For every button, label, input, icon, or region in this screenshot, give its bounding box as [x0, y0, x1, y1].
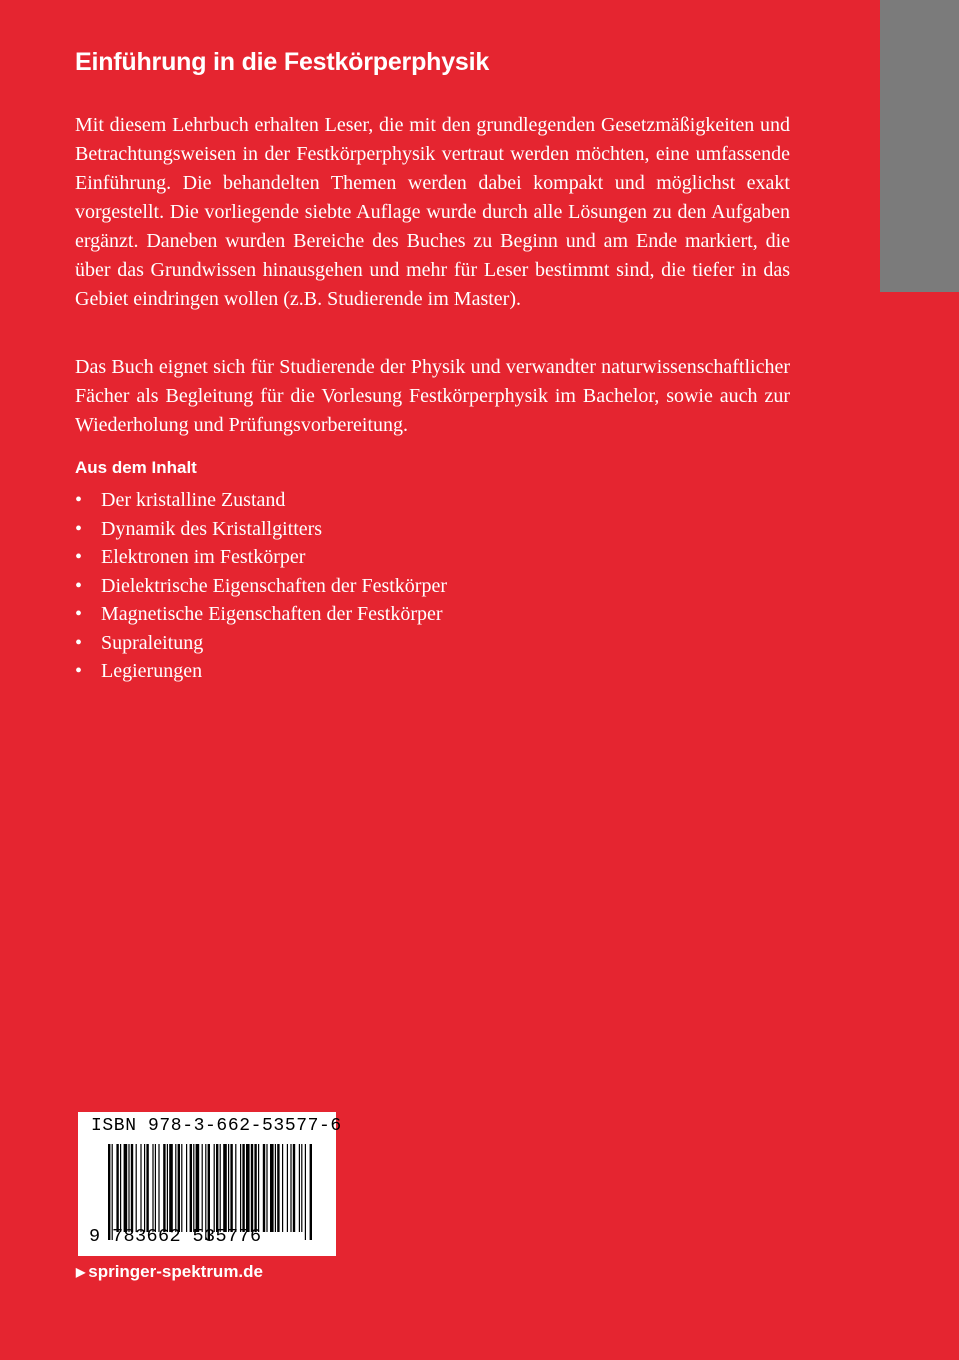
bullet-icon: •: [75, 631, 83, 654]
list-item: [75, 515, 447, 544]
contents-heading: Aus dem Inhalt: [75, 458, 197, 477]
barcode-bar: [116, 1144, 118, 1232]
barcode-bar: [258, 1144, 259, 1232]
barcode-bar: [214, 1144, 215, 1232]
barcode-bar: [275, 1144, 276, 1232]
barcode-bar: [254, 1144, 256, 1232]
barcode-bar: [305, 1144, 306, 1240]
barcode-number: 9 783662 535776: [89, 1226, 262, 1247]
contents-list: [75, 486, 447, 686]
bullet-icon: •: [75, 546, 83, 568]
barcode-bar: [282, 1144, 283, 1232]
barcode-bar: [230, 1144, 232, 1232]
barcode-bar: [186, 1144, 187, 1232]
barcode-bar: [301, 1144, 302, 1232]
book-title: Einführung in die Festkörperphysik: [75, 48, 490, 76]
list-item-label: Dynamik des Kristallgitters: [101, 517, 323, 540]
barcode-bar: [120, 1144, 121, 1232]
bullet-icon: •: [75, 489, 83, 511]
publisher-url: springer-spektrum.de: [88, 1262, 263, 1281]
isbn-barcode-box: [78, 1112, 342, 1256]
description-paragraph-2: Das Buch eignet sich für Studierende der Physik und verwandter naturwissenschaftlicher Fächer als Begleitung für die Vorlesung Festkörperphysik im Bachelor, sowie auch zur Wiederholung und Prüfungsvorbereitung.: [75, 356, 790, 436]
list-item-label: Elektronen im Festkörper: [101, 546, 306, 568]
barcode-bar: [190, 1144, 192, 1232]
barcode-bar: [266, 1144, 267, 1232]
barcode-bar: [223, 1144, 227, 1232]
gray-side-tab: [880, 0, 959, 292]
barcode-bar: [220, 1144, 221, 1232]
barcode-bar: [144, 1144, 145, 1232]
isbn-label: ISBN 978-3-662-53577-6: [91, 1116, 342, 1136]
list-item: [75, 543, 447, 572]
barcode-bar: [175, 1144, 176, 1232]
list-item: [75, 629, 447, 658]
barcode-bar: [235, 1144, 236, 1232]
list-item-label: Legierungen: [101, 660, 203, 682]
list-item: [75, 486, 447, 515]
barcode-bar: [196, 1144, 200, 1232]
list-item: [75, 657, 447, 686]
barcode-bar: [181, 1144, 182, 1232]
barcode-bar: [228, 1144, 229, 1232]
barcode-bar: [240, 1144, 241, 1232]
bullet-icon: •: [75, 517, 83, 540]
bullet-icon: •: [75, 660, 83, 682]
barcode-bar: [155, 1144, 156, 1232]
barcode-bar: [136, 1144, 137, 1232]
bullet-icon: •: [75, 603, 83, 625]
barcode-bar: [163, 1144, 165, 1232]
barcode-bar: [290, 1144, 291, 1232]
barcode-bar: [293, 1144, 295, 1232]
play-arrow-icon: ▶: [76, 1265, 86, 1279]
barcode-bar: [152, 1144, 153, 1232]
barcode-bar: [158, 1144, 159, 1232]
barcode-bar: [263, 1144, 265, 1232]
barcode-bar: [169, 1144, 173, 1232]
barcode-bar: [146, 1144, 148, 1232]
barcode-bar: [299, 1144, 300, 1232]
barcode-bar: [242, 1144, 244, 1232]
list-item-label: Supraleitung: [101, 631, 204, 654]
barcode-bar: [251, 1144, 253, 1232]
barcode-bar: [131, 1144, 133, 1232]
barcode-bar: [277, 1144, 279, 1232]
list-item: [75, 572, 447, 601]
barcode-bar: [246, 1144, 250, 1232]
barcode-bar: [140, 1144, 141, 1232]
bullet-icon: •: [75, 574, 83, 597]
barcode-bar: [270, 1144, 274, 1232]
list-item-label: Magnetische Eigenschaften der Festkörper: [101, 603, 443, 625]
list-item: [75, 600, 447, 629]
barcode-bar: [193, 1144, 194, 1232]
barcode-bar: [216, 1144, 218, 1232]
barcode-bar: [202, 1144, 203, 1232]
barcode-bar: [287, 1144, 288, 1232]
list-item-label: Dielektrische Eigenschaften der Festkörper: [101, 574, 447, 597]
barcode-bar: [167, 1144, 168, 1232]
barcode-bar: [128, 1144, 129, 1232]
barcode-bar: [178, 1144, 180, 1232]
description-paragraph-1: Mit diesem Lehrbuch erhalten Leser, die mit den grundlegenden Gesetzmäßigkeiten und Betrachtungsweisen in der Festkörperphysik vertraut werden möchten, eine umfassende Einführung. Die behandelten Themen werden dabei kompakt und möglichst exakt vorgestellt. Die vorliegende siebte Auflage wurde durch alle Lösungen zu den Aufgaben ergänzt. Daneben wurden Bereiche des Buches zu Beginn und am Ende markiert, die über das Grundwissen hinausgehen und mehr für Leser bestimmt sind, die tiefer in das Gebiet eindringen wollen (z.B. Studierende im Master).: [75, 114, 790, 310]
barcode-bar: [124, 1144, 128, 1232]
barcode-bar: [310, 1144, 312, 1240]
publisher-link[interactable]: [76, 1262, 263, 1282]
list-item-label: Der kristalline Zustand: [101, 489, 286, 511]
